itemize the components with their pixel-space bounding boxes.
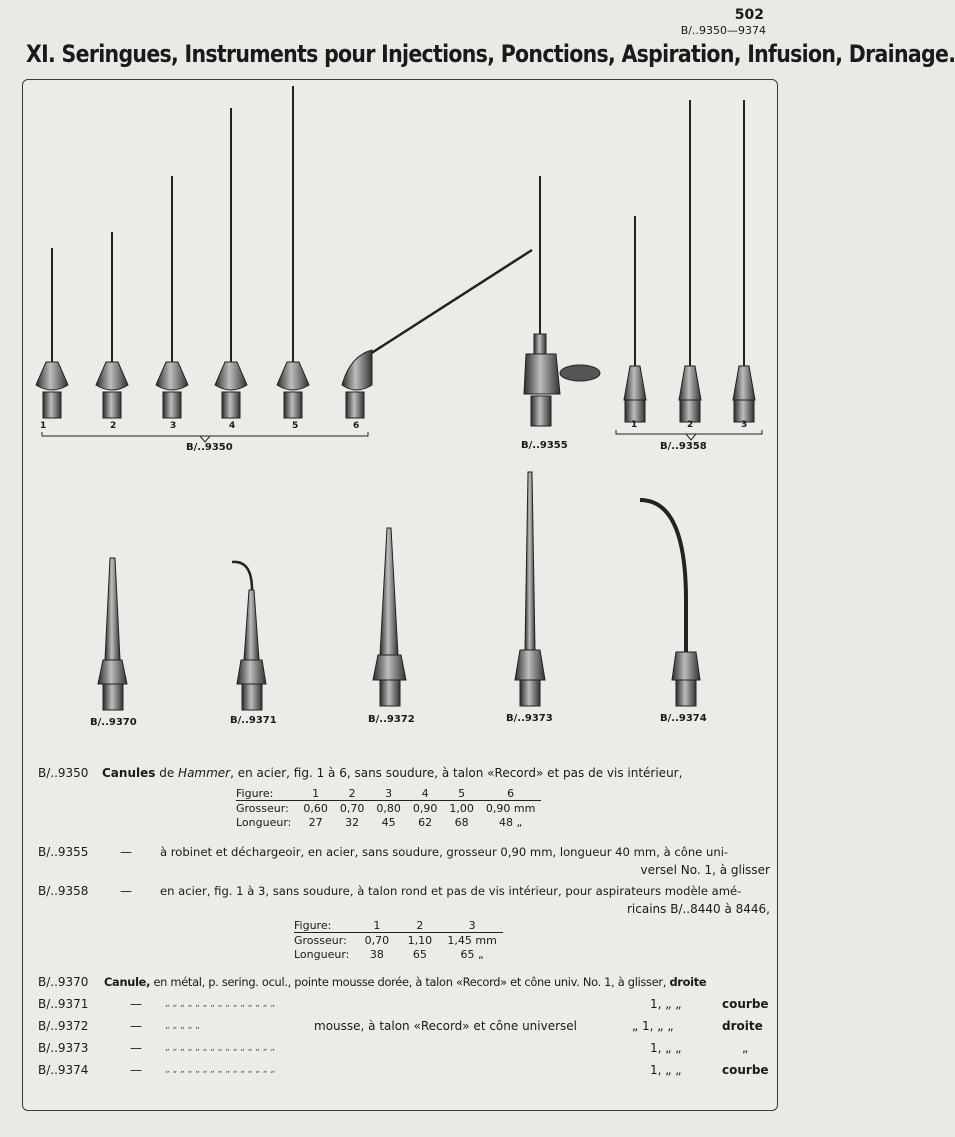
ditto-dash: — xyxy=(130,997,142,1011)
entry-variant: droite xyxy=(669,975,707,989)
entry-variant: courbe xyxy=(722,1063,769,1077)
fig-number: 2 xyxy=(687,420,694,430)
entry-code-9372: B/..9372 xyxy=(38,1019,89,1033)
entry-num: 1, „ „ xyxy=(650,1063,682,1077)
cannula-9350-group xyxy=(36,86,532,442)
table-cell: 62 xyxy=(418,815,433,829)
table-header: 6 xyxy=(480,786,541,801)
label-9358: B/..9358 xyxy=(660,441,707,452)
entry-code-9374: B/..9374 xyxy=(38,1063,89,1077)
label-9373: B/..9373 xyxy=(506,713,553,724)
fig-number: 2 xyxy=(110,421,117,431)
entry-code-9370: B/..9370 xyxy=(38,975,89,989)
entry-text-9370 xyxy=(104,975,706,989)
ditto-marks: „ „ „ „ „ „ „ „ „ „ „ „ „ „ „ xyxy=(165,1043,275,1053)
hub-icon xyxy=(36,362,68,390)
entry-variant: courbe xyxy=(722,997,769,1011)
entry-de: de xyxy=(159,766,175,780)
ditto-dash: — xyxy=(120,845,132,859)
table-header: 1 xyxy=(355,918,398,933)
table-cell: 27 xyxy=(308,815,323,829)
table-header: 2 xyxy=(334,786,371,801)
entry-num: 1, „ „ xyxy=(650,1041,682,1055)
ditto-dash: — xyxy=(130,1019,142,1033)
table-header: 3 xyxy=(441,918,502,933)
entry-code-9355: B/..9355 xyxy=(38,845,89,859)
spec-table-9358 xyxy=(294,918,503,961)
ditto-marks: „ „ „ „ „ „ „ „ „ „ „ „ „ „ „ xyxy=(165,999,275,1009)
table-cell: 1,45 mm xyxy=(447,933,497,947)
table-header: 3 xyxy=(370,786,407,801)
fig-number: 3 xyxy=(170,421,177,431)
table-header: 5 xyxy=(443,786,480,801)
table-header: Figure: xyxy=(294,918,355,933)
table-header: 2 xyxy=(398,918,441,933)
table-row xyxy=(236,815,541,829)
label-9374: B/..9374 xyxy=(660,713,707,724)
table-cell: 1,10 xyxy=(407,933,433,947)
table-cell: 48 „ xyxy=(498,815,523,829)
table-cell: 38 xyxy=(369,947,384,961)
entry-code-9350: B/..9350 xyxy=(38,766,89,780)
table-cell: 0,60 xyxy=(303,801,328,815)
table-cell: 65 „ xyxy=(460,947,484,961)
table-row xyxy=(294,933,503,948)
table-cell: Longueur: xyxy=(294,947,350,961)
entry-num: „ 1, „ „ xyxy=(632,1019,674,1033)
table-header: Figure: xyxy=(236,786,297,801)
table-header: 4 xyxy=(407,786,444,801)
entry-text-9372: mousse, à talon «Record» et cône universel xyxy=(314,1019,578,1033)
ditto-marks: „ „ „ „ „ xyxy=(165,1021,200,1031)
entry-num: 1, „ „ xyxy=(650,997,682,1011)
entry-desc: en métal, p. sering. ocul., pointe mousse dorée, à talon «Record» et cône univ. No. 1, à glisser, xyxy=(153,975,667,989)
table-cell: 0,80 xyxy=(376,801,401,815)
table-cell: 0,90 xyxy=(412,801,438,815)
table-cell: Grosseur: xyxy=(294,933,347,947)
table-cell: Longueur: xyxy=(236,815,292,829)
cannula-9358-group xyxy=(616,100,762,440)
table-cell: 68 xyxy=(454,815,469,829)
entry-variant: droite xyxy=(722,1019,763,1033)
page-number: 502 xyxy=(734,7,764,23)
fig-number: 1 xyxy=(40,421,47,431)
label-9350: B/..9350 xyxy=(186,442,233,453)
ditto-dash: — xyxy=(130,1041,142,1055)
table-cell: 1,00 xyxy=(449,801,474,815)
ditto-dash: — xyxy=(120,884,132,898)
entry-name: Canule, xyxy=(104,975,151,989)
entry-text-9358-cont: ricains B/..8440 à 8446, xyxy=(626,902,770,916)
table-cell: 0,70 xyxy=(339,801,365,815)
entry-desc: , en acier, fig. 1 à 6, sans soudure, à talon «Record» et pas de vis intérieur, xyxy=(230,766,683,780)
entry-text-9355: à robinet et déchargeoir, en acier, sans soudure, grosseur 0,90 mm, longueur 40 mm, à cône uni- xyxy=(160,845,729,859)
label-9355: B/..9355 xyxy=(521,440,568,451)
entry-name: Canules xyxy=(102,766,156,780)
label-9372: B/..9372 xyxy=(368,714,415,725)
ocular-cannulas-group xyxy=(98,472,700,710)
entry-text-9358: en acier, fig. 1 à 3, sans soudure, à talon rond et pas de vis intérieur, pour aspirateurs modèle amé- xyxy=(160,884,742,898)
table-row xyxy=(294,947,503,961)
table-cell: 32 xyxy=(345,815,360,829)
table-cell: 0,90 mm xyxy=(485,801,536,815)
cannula-9355-stopcock xyxy=(524,176,600,426)
entry-author: Hammer xyxy=(178,766,231,780)
page-title: XI. Seringues, Instruments pour Injections, Ponctions, Aspiration, Infusion, Drainage. xyxy=(26,40,955,68)
fig-number: 5 xyxy=(292,421,299,431)
ditto-marks: „ „ „ „ „ „ „ „ „ „ „ „ „ „ „ xyxy=(165,1065,275,1075)
spec-table-9350 xyxy=(236,786,541,829)
catalog-range: B/..9350—9374 xyxy=(680,24,766,37)
fig-number: 6 xyxy=(353,421,360,431)
label-9371: B/..9371 xyxy=(230,715,277,726)
entry-code-9373: B/..9373 xyxy=(38,1041,89,1055)
table-cell: 0,70 xyxy=(364,933,390,947)
table-cell: Grosseur: xyxy=(236,801,289,815)
table-header: 1 xyxy=(297,786,334,801)
fig-number: 1 xyxy=(631,420,638,430)
entry-text-9350 xyxy=(102,766,682,780)
table-cell: 45 xyxy=(381,815,396,829)
label-9370: B/..9370 xyxy=(90,717,137,728)
table-cell: 65 xyxy=(412,947,427,961)
fig-number: 3 xyxy=(741,420,748,430)
entry-variant: „ xyxy=(742,1041,749,1055)
entry-text-9355-cont: versel No. 1, à glisser xyxy=(640,863,770,877)
entry-code-9358: B/..9358 xyxy=(38,884,89,898)
ditto-dash: — xyxy=(130,1063,142,1077)
entry-code-9371: B/..9371 xyxy=(38,997,89,1011)
fig-number: 4 xyxy=(229,421,236,431)
table-row xyxy=(236,801,541,816)
